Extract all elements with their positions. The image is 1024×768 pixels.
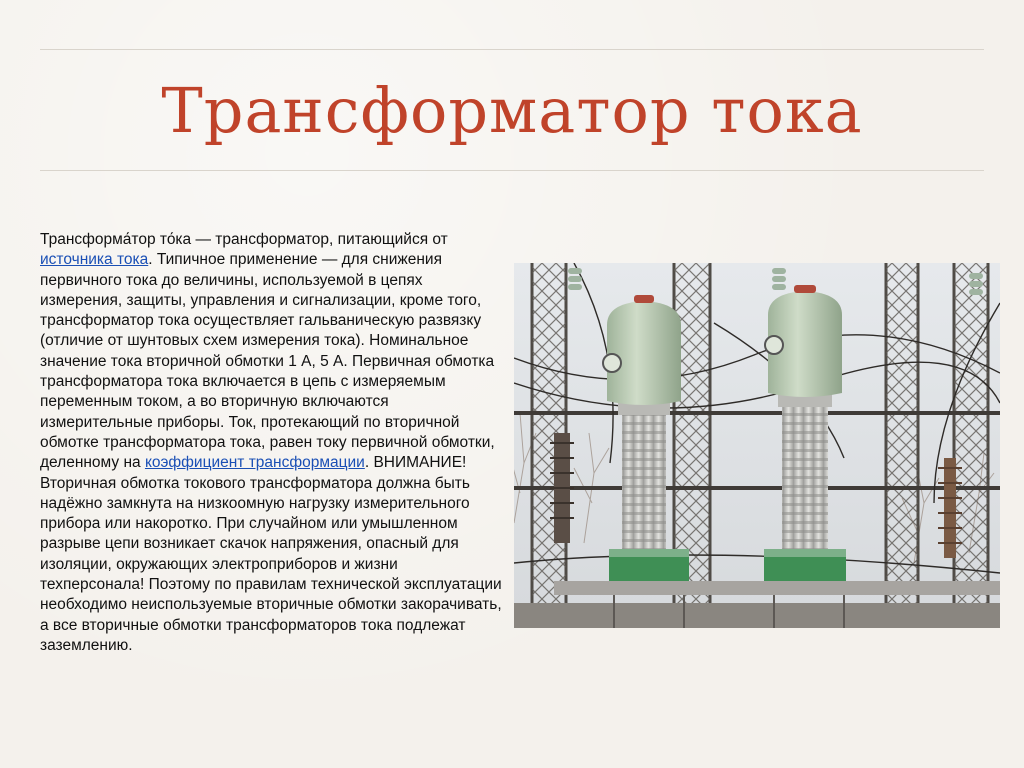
current-transformer-photo	[514, 263, 1000, 628]
link-current-source[interactable]: источника тока	[40, 251, 149, 269]
link-transformation-ratio[interactable]: коэффициент трансформации	[144, 454, 365, 472]
slide-title: Трансформатор тока	[161, 74, 863, 147]
paragraph-text-1: Трансформа́тор то́ка — трансформатор, питающийся от	[40, 231, 448, 248]
top-divider	[40, 49, 984, 50]
bottom-divider	[40, 170, 984, 171]
paragraph-text-3: . ВНИМАНИЕ! Вторичная обмотка токового трансформатора должна быть надёжно замкнута на низкоомную нагрузку измерительного прибора или накоротко. При случайном или умышленном разрыве цепи возникает скачок напряжения, опасный для изоляции, окружающих электроприборов и жизни техперсонала! Поэтому по правилам технической эксплуатации необходимо неиспользуемые вторичные обмотки закорачивать, а все вторичные обмотки трансформаторов тока подлежат заземлению.	[40, 454, 502, 654]
paragraph-text-2: . Типичное применение — для снижения первичного тока до величины, используемой в цепях измерения, защиты, управления и сигнализации, кроме того, трансформатор тока осуществляет гальваническую развязку (отличие от шунтовых схем измерения тока). Номинальное значение тока вторичной обмотки 1 А, 5 А. Первичная обмотка трансформатора тока включается в цепь с измеряемым переменным током, а во вторичную включаются измерительные приборы. Ток, протекающий по вторичной обмотке трансформатора тока, равен току первичной обмотки, деленному на	[40, 251, 495, 472]
body-paragraph	[40, 230, 505, 656]
